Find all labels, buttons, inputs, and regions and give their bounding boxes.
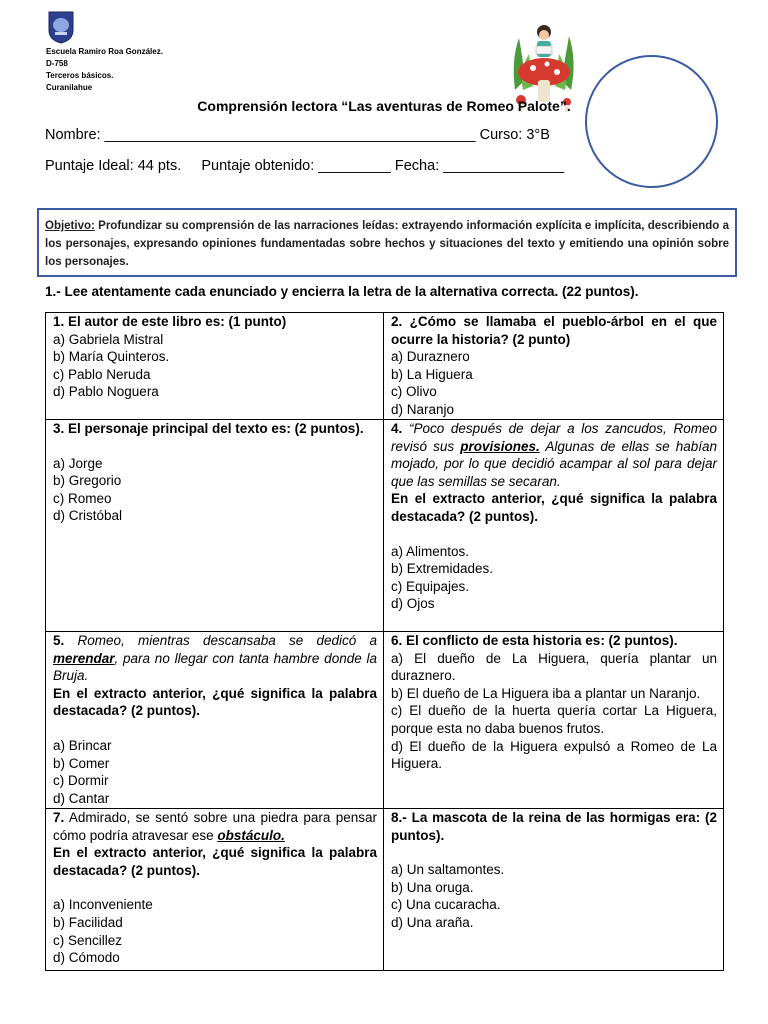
- question-3-cell: [46, 420, 384, 632]
- q2-option-d[interactable]: d) Naranjo: [391, 401, 455, 417]
- q6-option-a[interactable]: a) El dueño de La Higuera, quería plantar un duraznero.: [391, 650, 717, 684]
- school-info: [46, 46, 163, 94]
- question-5-text: En el extracto anterior, ¿qué significa la palabra destacada? (2 puntos).: [53, 685, 377, 719]
- q4-option-b[interactable]: b) Extremidades.: [391, 561, 494, 577]
- question-3-text: 3. El personaje principal del texto es: (2 puntos).: [53, 421, 364, 436]
- q3-option-a[interactable]: a) Jorge: [53, 455, 103, 471]
- q2-option-c[interactable]: c) Olivo: [391, 384, 437, 400]
- school-grade: Terceros básicos.: [46, 71, 114, 80]
- q5-option-d[interactable]: d) Cantar: [53, 790, 110, 806]
- objective-box: [37, 208, 737, 277]
- school-crest-logo: [47, 10, 75, 44]
- name-course-line: Nombre: ______________________________________________ Curso: 3°B: [45, 127, 550, 143]
- question-2-text: 2. ¿Cómo se llamaba el pueblo-árbol en el que ocurre la historia? (2 punto): [391, 314, 717, 347]
- q5-option-c[interactable]: c) Dormir: [53, 773, 109, 789]
- question-5-cell: [46, 632, 384, 809]
- score-date-line: Puntaje Ideal: 44 pts. Puntaje obtenido: _________ Fecha: _______________: [45, 158, 565, 174]
- q7-option-b[interactable]: b) Facilidad: [53, 914, 123, 930]
- questions-table: [45, 312, 724, 971]
- q8-option-b[interactable]: b) Una oruga.: [391, 879, 474, 895]
- school-code: D-758: [46, 59, 68, 68]
- q1-option-a[interactable]: a) Gabriela Mistral: [53, 331, 164, 347]
- q2-option-b[interactable]: b) La Higuera: [391, 366, 473, 382]
- q6-option-c[interactable]: c) El dueño de la huerta quería cortar La Higuera, porque esta no daba buenos frutos.: [391, 703, 717, 736]
- question-4-number: 4.: [391, 421, 403, 436]
- question-8-cell: [384, 809, 724, 971]
- q7-option-a[interactable]: a) Inconveniente: [53, 897, 153, 913]
- question-4-text: En el extracto anterior, ¿qué significa la palabra destacada? (2 puntos).: [391, 491, 717, 524]
- question-4-cell: [384, 420, 724, 632]
- school-name: Escuela Ramiro Roa González.: [46, 47, 163, 56]
- q8-option-c[interactable]: c) Una cucaracha.: [391, 897, 501, 913]
- q7-option-c[interactable]: c) Sencillez: [53, 932, 123, 948]
- question-2-cell: [384, 313, 724, 420]
- q4-option-d[interactable]: d) Ojos: [391, 596, 435, 612]
- q5-option-b[interactable]: b) Comer: [53, 755, 110, 771]
- q7-option-d[interactable]: d) Cómodo: [53, 950, 120, 966]
- q1-option-d[interactable]: d) Pablo Noguera: [53, 384, 159, 400]
- q2-option-a[interactable]: a) Duraznero: [391, 349, 470, 365]
- q3-option-b[interactable]: b) Gregorio: [53, 473, 122, 489]
- q8-option-d[interactable]: d) Una araña.: [391, 914, 474, 930]
- question-7-cell: [46, 809, 384, 971]
- question-1-text: 1. El autor de este libro es: (1 punto): [53, 314, 287, 329]
- question-7-number: 7.: [53, 810, 65, 825]
- question-6-cell: [384, 632, 724, 809]
- instruction-text: 1.- Lee atentamente cada enunciado y encierra la letra de la alternativa correcta. (22 puntos).: [45, 284, 639, 299]
- question-5-excerpt: 5. Romeo, mientras descansaba se dedicó a merendar, para no llegar con tanta hambre donde la Bruja.: [53, 633, 377, 684]
- question-7-excerpt: 7. Admirado, se sentó sobre una piedra para pensar cómo podría atravesar ese obstáculo.: [53, 810, 377, 843]
- q6-option-b[interactable]: b) El dueño de La Higuera iba a plantar un Naranjo.: [391, 685, 701, 701]
- school-city: Curanilahue: [46, 83, 93, 92]
- q1-option-c[interactable]: c) Pablo Neruda: [53, 366, 151, 382]
- objective-label: Objetivo:: [45, 220, 95, 232]
- question-7-keyword: obstáculo.: [217, 827, 285, 843]
- question-8-text: 8.- La mascota de la reina de las hormigas era: (2 puntos).: [391, 810, 717, 843]
- q4-option-c[interactable]: c) Equipajes.: [391, 578, 470, 594]
- q4-option-a[interactable]: a) Alimentos.: [391, 543, 470, 559]
- q3-option-d[interactable]: d) Cristóbal: [53, 508, 123, 524]
- question-5-number: 5.: [53, 633, 65, 648]
- q5-option-a[interactable]: a) Brincar: [53, 737, 112, 753]
- objective-text: Profundizar su comprensión de las narraciones leídas: extrayendo información explícita e implícita, describiendo a los personajes, expresando opiniones fundamentadas sobre hechos y situaciones del texto y emitiendo una opinión sobre los personajes.: [45, 220, 729, 268]
- question-4-excerpt: 4. “Poco después de dejar a los zancudos, Romeo revisó sus provisiones. Algunas de ellas se habían mojado, por lo que decidió acampar al sol para dejar que las semillas se secaran.: [391, 421, 717, 489]
- question-7-text: En el extracto anterior, ¿qué significa la palabra destacada? (2 puntos).: [53, 845, 377, 878]
- question-6-text: 6. El conflicto de esta historia es: (2 puntos).: [391, 633, 678, 648]
- question-4-keyword: provisiones.: [460, 438, 540, 454]
- question-5-keyword: merendar: [53, 650, 115, 666]
- page-title: Comprensión lectora “Las aventuras de Romeo Palote”.: [197, 98, 571, 114]
- question-1-cell: [46, 313, 384, 420]
- q8-option-a[interactable]: a) Un saltamontes.: [391, 862, 505, 878]
- q1-option-b[interactable]: b) María Quinteros.: [53, 349, 170, 365]
- q3-option-c[interactable]: c) Romeo: [53, 490, 112, 506]
- q6-option-d[interactable]: d) El dueño de la Higuera expulsó a Romeo de La Higuera.: [391, 738, 717, 772]
- grade-circle: [585, 55, 718, 188]
